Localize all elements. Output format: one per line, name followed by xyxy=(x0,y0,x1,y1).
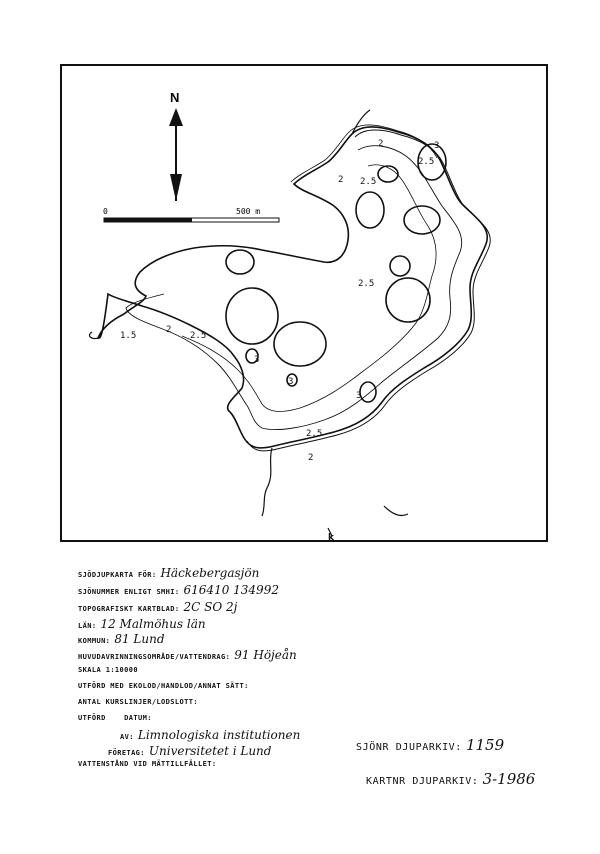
archive-map-number xyxy=(366,770,535,788)
form-row-count xyxy=(78,698,198,706)
form-row-county xyxy=(78,617,206,631)
lake-value: Häckebergasjön xyxy=(160,566,260,580)
catchment-value: 91 Höjeån xyxy=(234,648,297,662)
depth-label: 2 xyxy=(166,325,172,335)
depth-label: 2 xyxy=(338,175,344,185)
performed-label: UTFÖRD xyxy=(78,714,106,722)
lake-number-label: SJÖNUMMER ENLIGT SMHI: xyxy=(78,588,180,596)
scale-bar xyxy=(103,207,279,222)
topo-value: 2C SO 2j xyxy=(183,600,238,614)
streams xyxy=(90,110,408,536)
count-label: ANTAL KURSLINJER/LODSLOTT: xyxy=(78,698,198,706)
scale-end-label: 500 m xyxy=(236,207,261,216)
archive-lake-label: SJÖNR DJUPARKIV: xyxy=(356,742,462,753)
catchment-label: HUVUDAVRINNINGSOMRÅDE/VATTENDRAG: xyxy=(78,653,231,661)
archive-lake-number xyxy=(356,736,504,754)
by-value: Limnologiska institutionen xyxy=(137,728,301,742)
form-row-waterlevel xyxy=(78,760,216,768)
scale-start-label: 0 xyxy=(103,207,108,216)
edge-marker-k: k xyxy=(328,533,334,540)
north-label: N xyxy=(170,90,180,105)
method-label: UTFÖRD MED EKOLOD/HANDLOD/ANNAT SÄTT: xyxy=(78,682,249,690)
depth-label: 2.5 xyxy=(418,157,435,167)
depth-label: 3 xyxy=(434,141,440,151)
archive-lake-value: 1159 xyxy=(465,736,505,754)
company-label: FÖRETAG: xyxy=(108,749,145,757)
depth-label: 2.5 xyxy=(358,279,375,289)
archive-map-value: 3-1986 xyxy=(482,770,536,788)
date-label: DATUM: xyxy=(124,714,152,722)
depth-label: 3 xyxy=(356,391,362,401)
north-arrow xyxy=(169,90,183,201)
depth-label: 2.5 xyxy=(360,177,377,187)
archive-map-label: KARTNR DJUPARKIV: xyxy=(366,776,479,787)
depth-label: 3 xyxy=(288,377,294,387)
county-value: 12 Malmöhus län xyxy=(100,617,206,631)
form-row-performed xyxy=(78,714,152,722)
form-row-lake xyxy=(78,566,259,580)
county-label: LÄN: xyxy=(78,622,97,630)
bathymetric-map xyxy=(62,66,546,540)
waterlevel-label: VATTENSTÅND VID MÄTTILLFÄLLET: xyxy=(78,760,217,768)
depth-label: 2 xyxy=(378,139,384,149)
depth-labels xyxy=(120,139,439,463)
company-value: Universitetet i Lund xyxy=(148,744,272,758)
form-row-lake-number xyxy=(78,583,279,597)
form-row-company xyxy=(108,744,271,758)
lake-label: SJÖDJUPKARTA FÖR: xyxy=(78,571,157,579)
form-row-method xyxy=(78,682,249,690)
north-arrow-icon xyxy=(169,108,183,126)
form-row-catchment xyxy=(78,648,297,662)
scale-value: 1:10000 xyxy=(105,666,139,674)
depth-label: 2.5 xyxy=(306,429,323,439)
lake-number-value: 616410 134992 xyxy=(183,583,279,597)
depth-label: 1.5 xyxy=(120,331,137,341)
form-row-topo xyxy=(78,600,237,614)
scale-label: SKALA xyxy=(78,666,102,674)
depth-label: 3 xyxy=(254,355,260,365)
form-row-scale xyxy=(78,666,138,674)
depth-label: 2.5 xyxy=(190,331,207,341)
lake-shoreline xyxy=(98,125,490,451)
depth-label: 2 xyxy=(308,453,314,463)
map-frame xyxy=(60,64,548,542)
form-row-municipality xyxy=(78,632,165,646)
municipality-value: 81 Lund xyxy=(114,632,165,646)
form-row-by xyxy=(120,728,300,742)
by-label: AV: xyxy=(120,733,134,741)
municipality-label: KOMMUN: xyxy=(78,637,111,645)
topo-label: TOPOGRAFISKT KARTBLAD: xyxy=(78,605,180,613)
